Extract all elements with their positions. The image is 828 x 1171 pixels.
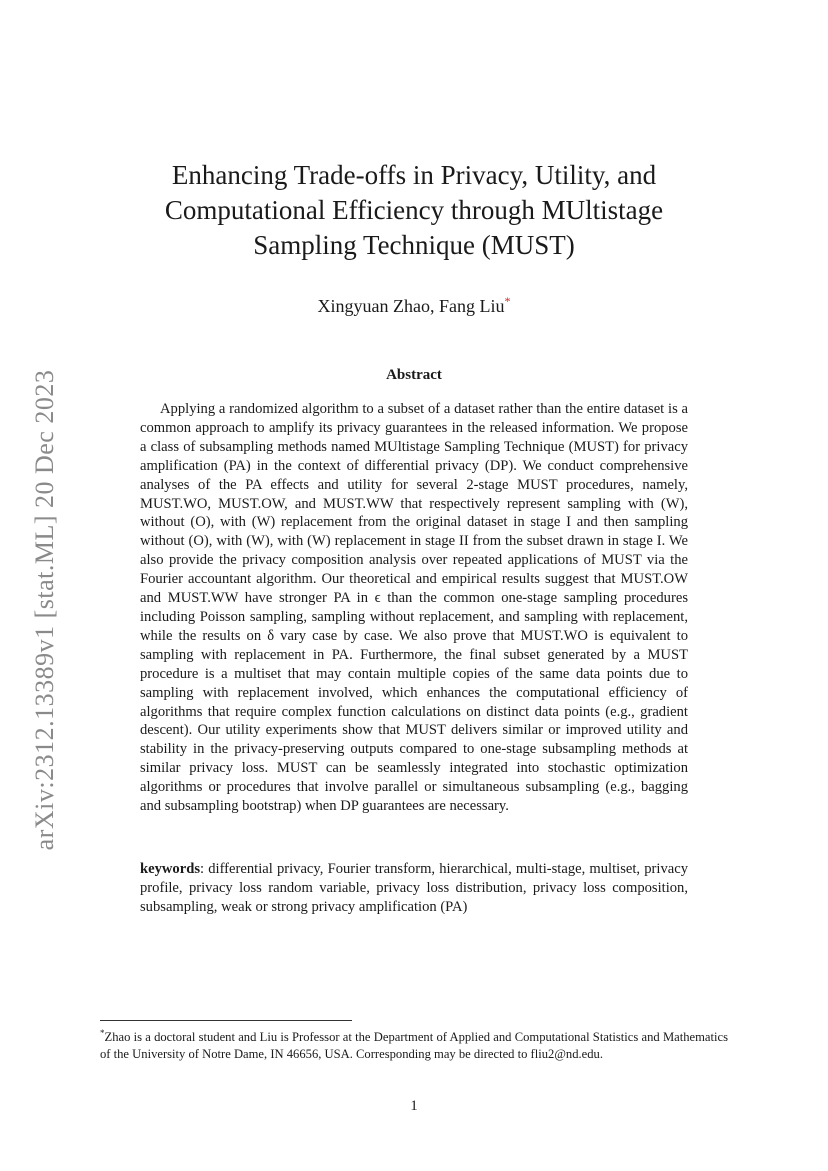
arxiv-identifier-stamp: [32, 360, 58, 860]
title-line-1: Enhancing Trade-offs in Privacy, Utility, and: [171, 160, 657, 190]
arxiv-stamp-text: arXiv:2312.13389v1 [stat.ML] 20 Dec 2023: [30, 369, 59, 851]
footnote-marker: *: [100, 1028, 105, 1038]
author-list: [100, 294, 728, 317]
footnote-text: Zhao is a doctoral student and Liu is Professor at the Department of Applied and Computational Statistics and Mathematics of the University of Notre Dame, IN 46656, USA. Corresponding may be directed to fliu2@nd.edu.: [100, 1030, 728, 1061]
paper-title: [100, 158, 728, 263]
author-names: Xingyuan Zhao, Fang Liu: [317, 296, 505, 316]
page-number: 1: [410, 1098, 418, 1114]
title-line-2: Computational Efficiency through MUltistage: [164, 195, 664, 225]
abstract-text: Applying a randomized algorithm to a subset of a dataset rather than the entire dataset is a common approach to amplify its privacy guarantees in the released information. We propose a class of subsampling methods named MUltistage Sampling Technique (MUST) for privacy amplification (PA) in the context of differential privacy (DP). We conduct comprehensive analyses of the PA effects and utility for several 2-stage MUST procedures, namely, MUST.WO, MUST.OW, and MUST.WW that respectively represent sampling with (W), without (O), with (W) replacement from the original dataset in stage I and then sampling without (O), with (W), with (W) replacement in stage II from the subset drawn in stage I. We also provide the privacy composition analysis over repeated applications of MUST via the Fourier accountant algorithm. Our theoretical and empirical results suggest that MUST.OW and MUST.WW have stronger PA in ϵ than the common one-stage sampling procedures including Poisson sampling, sampling without replacement, and sampling with replacement, while the results on δ vary case by case. We also prove that MUST.WO is equivalent to sampling with replacement in PA. Furthermore, the final subset generated by a MUST procedure is a multiset that may contain multiple copies of the same data points due to sampling with replacement involved, which enhances the computational efficiency of algorithms that require complex function calculations on distinct data points (e.g., gradient descent). Our utility experiments show that MUST delivers similar or improved utility and stability in the privacy-preserving outputs compared to one-stage subsampling methods at similar privacy loss. MUST can be seamlessly integrated into stochastic optimization algorithms or procedures that involve parallel or simultaneous subsampling (e.g., bagging and subsampling bootstrap) when DP guarantees are necessary.: [140, 401, 688, 815]
abstract-heading: Abstract: [386, 367, 442, 383]
keywords-paragraph: [140, 860, 688, 917]
author-footnote-marker[interactable]: *: [504, 294, 511, 308]
title-line-3: Sampling Technique (MUST): [253, 230, 575, 260]
footnote-rule: [100, 1020, 352, 1021]
keywords-text: : differential privacy, Fourier transform, hierarchical, multi-stage, multiset, privacy profile, privacy loss random variable, privacy loss distribution, privacy loss composition, subsampling, weak or strong privacy amplification (PA): [140, 861, 688, 915]
footnote: [100, 1025, 728, 1062]
keywords-label: keywords: [140, 861, 200, 877]
abstract-paragraph: [140, 400, 688, 816]
